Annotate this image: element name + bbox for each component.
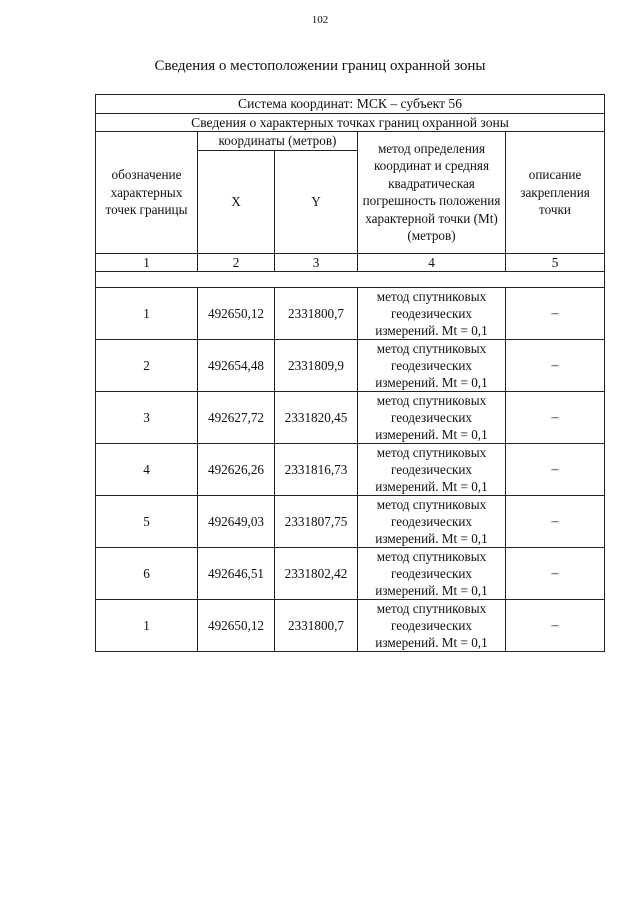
y-coordinate-cell: 2331820,45 — [275, 392, 358, 444]
table-row — [96, 288, 605, 340]
point-cell: 4 — [96, 444, 198, 496]
description-cell: – — [506, 496, 605, 548]
y-coordinate-cell: 2331800,7 — [275, 288, 358, 340]
y-coordinate-cell: 2331800,7 — [275, 600, 358, 652]
header-designation: обозначение характерных точек границы — [96, 132, 198, 254]
y-coordinate-cell: 2331802,42 — [275, 548, 358, 600]
x-coordinate-cell: 492649,03 — [198, 496, 275, 548]
method-cell: метод спутниковых геодезических измерений. Mt = 0,1 — [358, 496, 506, 548]
table-row — [96, 496, 605, 548]
description-cell: – — [506, 600, 605, 652]
boundary-points-table — [95, 94, 605, 652]
y-coordinate-cell: 2331809,9 — [275, 340, 358, 392]
section-header-row — [96, 113, 605, 132]
point-cell: 1 — [96, 288, 198, 340]
document-title: Сведения о местоположении границ охранной зоны — [154, 58, 486, 74]
point-cell: 2 — [96, 340, 198, 392]
empty-cell — [96, 272, 605, 288]
column-number: 1 — [96, 253, 198, 272]
header-coordinates: координаты (метров) — [198, 132, 358, 151]
point-cell: 6 — [96, 548, 198, 600]
x-coordinate-cell: 492646,51 — [198, 548, 275, 600]
header-x: X — [198, 150, 275, 253]
column-number: 5 — [506, 253, 605, 272]
table-row — [96, 600, 605, 652]
table-row — [96, 444, 605, 496]
x-coordinate-cell: 492650,12 — [198, 288, 275, 340]
column-number: 4 — [358, 253, 506, 272]
method-cell: метод спутниковых геодезических измерений. Mt = 0,1 — [358, 444, 506, 496]
point-cell: 1 — [96, 600, 198, 652]
coordinate-system-cell: Система координат: МСК – субъект 56 — [96, 95, 605, 114]
table-body — [96, 95, 605, 652]
column-number-row — [96, 253, 605, 272]
section-title-cell: Сведения о характерных точках границ охранной зоны — [96, 113, 605, 132]
method-cell: метод спутниковых геодезических измерений. Mt = 0,1 — [358, 288, 506, 340]
description-cell: – — [506, 340, 605, 392]
table-row — [96, 548, 605, 600]
column-number: 3 — [275, 253, 358, 272]
x-coordinate-cell: 492627,72 — [198, 392, 275, 444]
method-cell: метод спутниковых геодезических измерений. Mt = 0,1 — [358, 392, 506, 444]
empty-separator-row — [96, 272, 605, 288]
column-number: 2 — [198, 253, 275, 272]
x-coordinate-cell: 492654,48 — [198, 340, 275, 392]
point-cell: 5 — [96, 496, 198, 548]
description-cell: – — [506, 288, 605, 340]
point-cell: 3 — [96, 392, 198, 444]
method-cell: метод спутниковых геодезических измерений. Mt = 0,1 — [358, 600, 506, 652]
header-description: описание закрепления точки — [506, 132, 605, 254]
header-y: Y — [275, 150, 358, 253]
description-cell: – — [506, 392, 605, 444]
column-header-row — [96, 132, 605, 151]
method-cell: метод спутниковых геодезических измерений. Mt = 0,1 — [358, 548, 506, 600]
table-row — [96, 340, 605, 392]
system-header-row — [96, 95, 605, 114]
table-row — [96, 392, 605, 444]
x-coordinate-cell: 492650,12 — [198, 600, 275, 652]
description-cell: – — [506, 548, 605, 600]
x-coordinate-cell: 492626,26 — [198, 444, 275, 496]
header-method: метод определения координат и средняя квадратическая погрешность положения характерной точки (Mt) (метров) — [358, 132, 506, 254]
description-cell: – — [506, 444, 605, 496]
page-number: 102 — [311, 14, 329, 26]
y-coordinate-cell: 2331807,75 — [275, 496, 358, 548]
method-cell: метод спутниковых геодезических измерений. Mt = 0,1 — [358, 340, 506, 392]
y-coordinate-cell: 2331816,73 — [275, 444, 358, 496]
